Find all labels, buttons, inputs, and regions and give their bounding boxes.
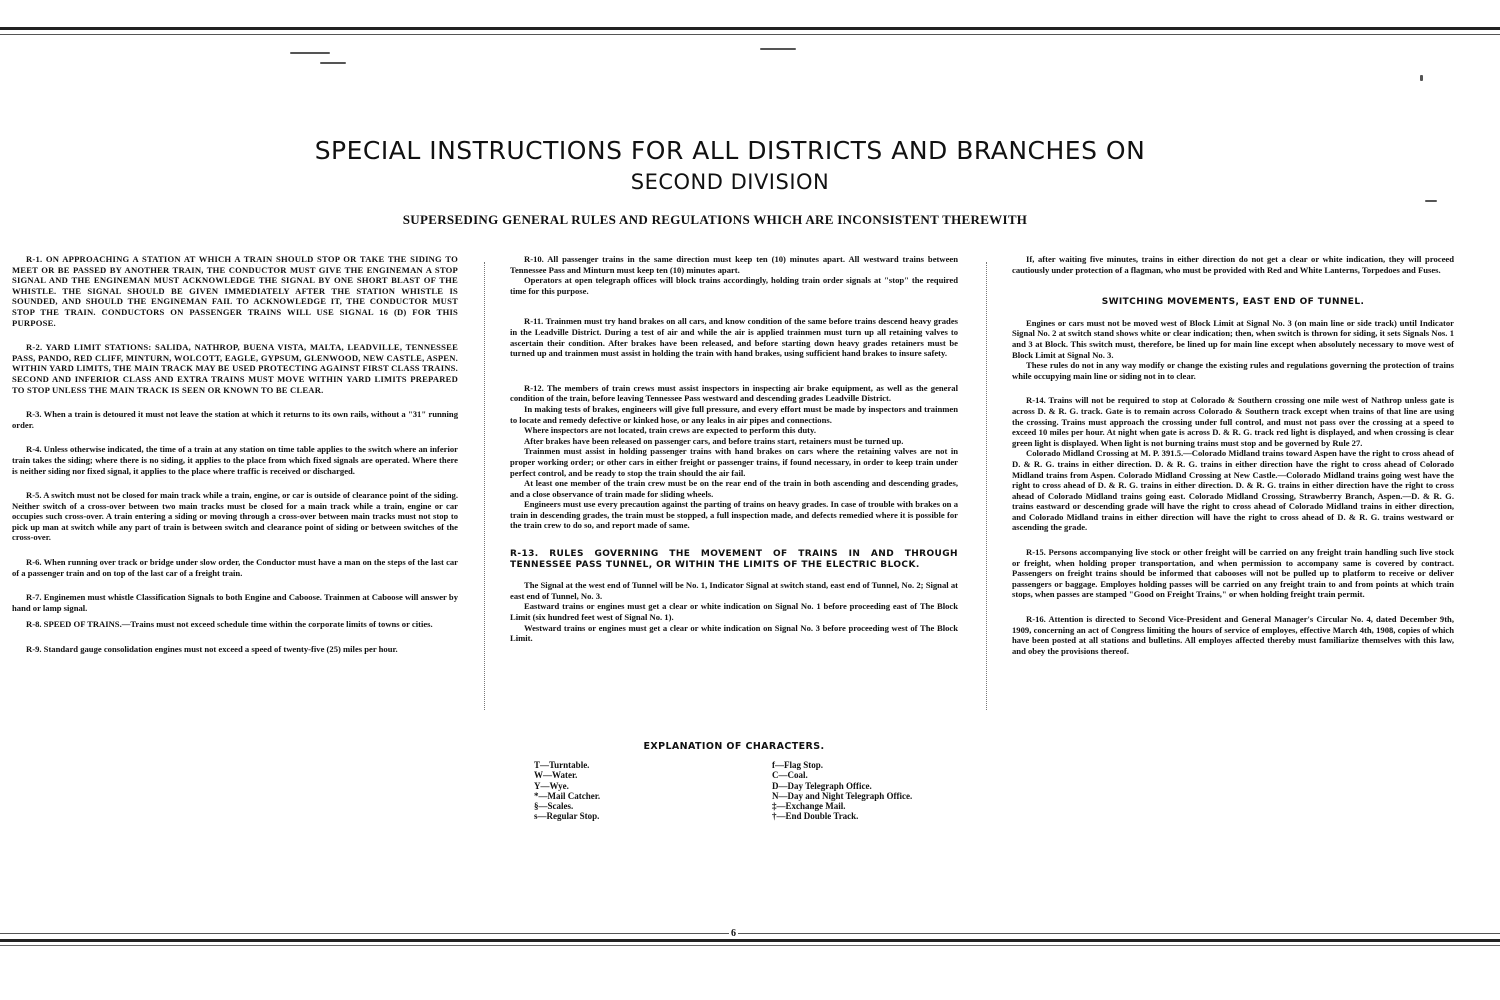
rule-r13-heading: R-13. RULES GOVERNING THE MOVEMENT OF TRAINS IN AND THROUGH TENNESSEE PASS TUNNEL, OR WITHIN THE LIMITS OF THE ELECTRIC BLOCK. — [510, 549, 958, 570]
legend-right — [772, 760, 992, 822]
print-speck — [290, 52, 330, 54]
column-middle — [510, 254, 958, 658]
print-speck — [1425, 200, 1437, 202]
rule-r13 — [510, 580, 958, 644]
legend-item: N—Day and Night Telegraph Office. — [772, 790, 913, 801]
rule-r16: R-16. Attention is directed to Second Vice-President and General Manager's Circular No. 4, dated December 9th, 1909, concerning an act of Congress limiting the hours of service of employes, effective March 4th, 1908, copies of which have been posted at all stations and bulletins. All employes affected thereby must familiarize themselves with this law, and obey the provisions thereof. — [1012, 614, 1454, 656]
rule-r1: R-1. ON APPROACHING A STATION AT WHICH A TRAIN SHOULD STOP OR TAKE THE SIDING TO MEET OR BE PASSED BY ANOTHER TRAIN, THE CONDUCTOR MUST GIVE THE ENGINEMAN A STOP SIGNAL AND THE ENGINEMAN MUST ACKNOWLEDGE THE SIGNAL BY ONE SHORT BLAST OF THE WHISTLE. THE SIGNAL SHOULD BE GIVEN IMMEDIATELY AFTER THE STATION WHISTLE IS SOUNDED, AND SHOULD THE ENGINEMAN FAIL TO ACKNOWLEDGE IT, THE CONDUCTOR MUST STOP THE TRAIN. CONDUCTORS ON PASSENGER TRAINS WILL USE SIGNAL 16 (D) FOR THIS PURPOSE. — [12, 254, 458, 328]
rule-r13-text: Westward trains or engines must get a clear or white indication on Signal No. 3 before proceeding west of The Block Limit. — [510, 622, 958, 644]
legend-item: T—Turntable. — [534, 760, 590, 770]
rule-r13-text: Eastward trains or engines must get a clear or white indication on Signal No. 1 before proceeding east of The Block Limit (six hundred feet west of Signal No. 1). — [510, 601, 958, 623]
rule-r8: R-8. SPEED OF TRAINS.—Trains must not exceed schedule time within the corporate limits of towns or cities. — [26, 619, 433, 630]
rule-r2: R-2. YARD LIMIT STATIONS: SALIDA, NATHROP, BUENA VISTA, MALTA, LEADVILLE, TENNESSEE PASS, PANDO, RED CLIFF, MINTURN, WOLCOTT, EAGLE, GYPSUM, GLENWOOD, NEW CASTLE, ASPEN. WITHIN YARD LIMITS, THE MAIN TRACK MAY BE USED PROTECTING AGAINST FIRST CLASS TRAINS. SECOND AND INFERIOR CLASS AND EXTRA TRAINS MUST MOVE WITHIN YARD LIMITS PREPARED TO STOP UNLESS THE MAIN TRACK IS SEEN OR KNOWN TO BE CLEAR. — [12, 342, 458, 395]
top-rule-thin — [0, 34, 1500, 35]
rule-r7: R-7. Enginemen must whistle Classification Signals to both Engine and Caboose. Trainmen at Caboose will answer by hand or lamp signal. — [12, 592, 458, 613]
rule-r13-text: The Signal at the west end of Tunnel will be No. 1, Indicator Signal at switch stand, east end of Tunnel, No. 2; Signal at east end of Tunnel, No. 3. — [510, 580, 958, 601]
rule-r6: R-6. When running over track or bridge under slow order, the Conductor must have a man on the steps of the last car of a passenger train and on top of the last car of a freight train. — [12, 557, 458, 578]
legend-item: ‡—Exchange Mail. — [772, 801, 846, 812]
legend-item: Y—Wye. — [534, 780, 569, 791]
rule-r12-text: In making tests of brakes, engineers will give full pressure, and every effort must be made by inspectors and trainmen to locate and remedy defective or kinked hose, or any leaks in air pipes and connections. — [510, 403, 958, 425]
rule-r12 — [510, 383, 958, 531]
rule-r14 — [1012, 395, 1454, 533]
legend-item: *—Mail Catcher. — [534, 790, 601, 801]
switching-movements — [1012, 318, 1454, 382]
bottom-rule-thick — [0, 939, 1500, 942]
switching-heading: SWITCHING MOVEMENTS, EAST END OF TUNNEL. — [1101, 297, 1365, 308]
rule-r12-text: Where inspectors are not located, train crews are expected to perform this duty. — [524, 425, 816, 436]
legend-item: †—End Double Track. — [772, 811, 859, 822]
rule-r10 — [510, 254, 958, 296]
switching-text: Engines or cars must not be moved west of Block Limit at Signal No. 3 (on main line or side track) until Indicator Signal No. 2 at switch stand shows white or clear indication; then, when switch is thrown for siding, it sets Signals Nos. 1 and 3 at Block. This switch must, therefore, be lined up for main line except when absolutely necessary to move west of Block Limit at Signal No. 3. — [1012, 317, 1454, 360]
rule-r14-text: Colorado Midland Crossing at M. P. 391.5.—Colorado Midland trains toward Aspen have the right to cross ahead of D. & R. G. trains in either direction. D. & R. G. trains in either direction have the right to cross ahead of Colorado Midland trains from Aspen. Colorado Midland Crossing at New Castle.—Colorado Midland trains going west have the right to cross ahead of D. & R. G. trains in either direction. D. & R. G. trains in either direction have the right to cross ahead of Colorado Midland trains going east. Colorado Midland Crossing, Strawberry Branch, Aspen.—D. & R. G. trains eastward or descending grade will have the right to cross ahead of Colorado Midland trains in either direction, and Colorado Midland trains in either direction will have the right to cross ahead of D. & R. G. trains westward or ascending the grade. — [1012, 448, 1454, 533]
rule-r10-text: R-10. All passenger trains in the same direction must keep ten (10) minutes apart. All westward trains between Tennessee Pass and Minturn must keep ten (10) minutes apart. — [510, 254, 958, 275]
legend-item: s—Regular Stop. — [534, 811, 600, 822]
page-title: SPECIAL INSTRUCTIONS FOR ALL DISTRICTS AND BRANCHES ON — [314, 136, 1146, 165]
bottom-rule-thin-2 — [0, 945, 1500, 946]
rule-r10-text: Operators at open telegraph offices will block trains accordingly, holding train order signals at "stop" the required time for this purpose. — [510, 275, 958, 296]
page-title-line2: SECOND DIVISION — [630, 170, 830, 194]
rule-r4: R-4. Unless otherwise indicated, the time of a train at any station on time table applies to the switch where an inferior train takes the siding; where there is no siding, it applies to the place from which fixed signals are operated. Where there is neither siding nor fixed signal, it applies to the place where traffic is received or discharged. — [12, 444, 458, 476]
rule-r12-text: Trainmen must assist in holding passenger trains with hand brakes on cars where the retaining valves are not in proper working order; or other cars in either freight or passenger trains, if found necessary, in order to keep train under perfect control, and be ready to stop the train should the air fail. — [510, 446, 958, 478]
rule-r15: R-15. Persons accompanying live stock or other freight will be carried on any freight train handling such live stock or freight, when holding proper transportation, and when permission to accompany same is covered by contract. Passengers on freight trains should be informed that cabooses will not be pulled up to platform to receive or deliver passengers or baggage. Employes holding passes will be carried on any freight train to and from points at which train stops, when passes are stamped "Good on Freight Trains," or when holding freight train permit. — [1012, 547, 1454, 600]
tunnel-wait-rule: If, after waiting five minutes, trains in either direction do not get a clear or white indication, they will proceed cautiously under protection of a flagman, who must be provided with Red and White Lanterns, Torpedoes and Fuses. — [1012, 254, 1454, 275]
page-subtitle: SUPERSEDING GENERAL RULES AND REGULATIONS WHICH ARE INCONSISTENT THEREWITH — [402, 212, 1028, 227]
rule-r14-text: R-14. Trains will not be required to stop at Colorado & Southern crossing one mile west of Nathrop unless gate is across D. & R. G. track. Gate is to remain across Colorado & Southern track except when trains of that line are using the crossing. Trains must approach the crossing under full control, and must not pass over the crossing at a speed to exceed 10 miles per hour. At night when gate is across D. & R. G. track red light is displayed, and when crossing is clear green light is displayed. When light is not burning trains must stop and be governed by Rule 27. — [1012, 395, 1454, 448]
rule-r12-text: After brakes have been released on passenger cars, and before trains start, retainers must be turned up. — [524, 435, 904, 446]
column-divider — [986, 262, 987, 710]
rule-r11: R-11. Trainmen must try hand brakes on all cars, and know condition of the same before trains descend heavy grades in the Leadville District. During a test of air and while the air is applied trainmen must turn up all retaining valves to ascertain their condition. After brakes have been released, and before starting down heavy grades retainers must be turned up and trainmen must assist in holding the train with hand brakes, using sufficient hand brakes to insure safety. — [510, 316, 958, 359]
top-rule-thick — [0, 27, 1500, 30]
legend-item: C—Coal. — [772, 770, 808, 781]
column-right — [1012, 254, 1454, 670]
bottom-rule-thin — [0, 933, 1500, 934]
rule-r12-text: Engineers must use every precaution against the parting of trains on heavy grades. In case of trouble with brakes on a train in descending grades, the train must be stopped, a full inspection made, and defects remedied where it is possible for the train crew to do so, and report made of same. — [510, 499, 958, 531]
rule-r3: R-3. When a train is detoured it must not leave the station at which it returns to its own rails, without a "31" running order. — [12, 409, 458, 430]
legend-left — [534, 760, 734, 822]
print-speck — [320, 62, 346, 64]
column-divider — [484, 262, 485, 710]
legend-item: W—Water. — [534, 770, 578, 781]
column-left — [12, 254, 458, 669]
legend-item: f—Flag Stop. — [772, 760, 824, 770]
rule-r5: R-5. A switch must not be closed for main track while a train, engine, or car is outside of clearance point of the siding. Neither switch of a cross-over between two main tracks must be closed for a main track while a train, engine or car occupies such cross-over. A train entering a siding or moving through a cross-over between main tracks must not stop to pick up man at switch while any part of train is between switch and clearance point of siding or between switches of the cross-over. — [12, 490, 458, 543]
rule-r12-text: R-12. The members of train crews must assist inspectors in inspecting air brake equipment, as well as the general condition of the train, before leaving Tennessee Pass westward and descending grades Leadville District. — [510, 382, 958, 404]
switching-text: These rules do not in any way modify or change the existing rules and regulations governing the protection of trains while occupying main line or siding not in to clear. — [1012, 360, 1454, 381]
rule-r12-text: At least one member of the train crew must be on the rear end of the train in both ascending and descending grades, and a close observance of train made for sliding wheels. — [510, 478, 958, 499]
print-speck — [1420, 75, 1423, 81]
print-speck — [760, 48, 796, 50]
explanation-heading: EXPLANATION OF CHARACTERS. — [643, 741, 825, 752]
page-number: 6 — [731, 928, 736, 939]
legend-item: D—Day Telegraph Office. — [772, 780, 872, 791]
rule-r9: R-9. Standard gauge consolidation engines must not exceed a speed of twenty-five (25) miles per hour. — [26, 644, 398, 655]
legend-item: §—Scales. — [534, 801, 574, 812]
